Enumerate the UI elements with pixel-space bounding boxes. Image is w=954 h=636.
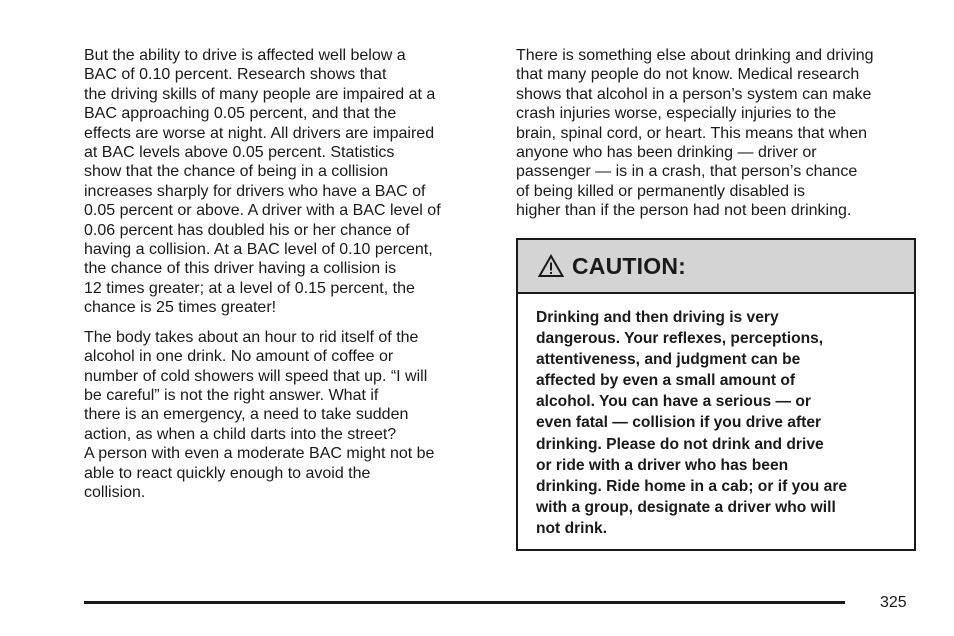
text-line: there is an emergency, a need to take sudden — [84, 406, 409, 424]
caution-line: drinking. Please do not drink and drive — [536, 435, 824, 453]
caution-line: Drinking and then driving is very — [536, 309, 779, 326]
text-line: shows that alcohol in a person’s system can make — [516, 85, 872, 103]
caution-line: attentiveness, and judgment can be — [536, 351, 801, 369]
caution-line: or ride with a driver who has been — [536, 456, 789, 474]
right-column — [516, 46, 920, 231]
caution-line: affected by even a small amount of — [536, 372, 796, 390]
caution-header — [518, 240, 914, 294]
text-line: But the ability to drive is affected well below a — [84, 47, 406, 64]
text-line: the driving skills of many people are impaired at a — [84, 85, 436, 103]
caution-box — [516, 238, 916, 551]
text-line: higher than if the person had not been drinking. — [516, 202, 852, 220]
caution-line: with a group, designate a driver who will — [536, 498, 836, 516]
paragraph-crash-injuries — [516, 46, 920, 221]
caution-line: not drink. — [536, 519, 608, 537]
caution-line: even fatal — collision if you drive after — [536, 414, 822, 432]
text-line: crash injuries worse, especially injuries to the — [516, 105, 837, 123]
paragraph-bac-impairment — [84, 46, 494, 318]
caution-line: dangerous. Your reflexes, perceptions, — [536, 330, 824, 348]
text-line: 0.05 percent or above. A driver with a BAC level of — [84, 202, 441, 220]
text-line: the chance of this driver having a collision is — [84, 260, 397, 278]
text-line: of being killed or permanently disabled is — [516, 182, 806, 200]
text-line: There is something else about drinking and driving — [516, 47, 874, 64]
text-line: chance is 25 times greater! — [84, 299, 277, 317]
text-line: able to react quickly enough to avoid the — [84, 464, 371, 482]
caution-title: CAUTION: — [572, 252, 687, 279]
text-line: show that the chance of being in a collision — [84, 163, 389, 181]
text-line: number of cold showers will speed that up. “I will — [84, 367, 428, 385]
text-line: passenger — is in a crash, that person’s chance — [516, 163, 858, 181]
caution-text — [518, 294, 914, 539]
caution-line: alcohol. You can have a serious — or — [536, 393, 811, 411]
left-column — [84, 46, 494, 512]
text-line: brain, spinal cord, or heart. This means that when — [516, 124, 867, 142]
text-line: that many people do not know. Medical research — [516, 66, 860, 84]
text-line: 12 times greater; at a level of 0.15 percent, the — [84, 279, 415, 297]
caution-line: drinking. Ride home in a cab; or if you are — [536, 477, 848, 495]
page-number: 325 — [880, 594, 907, 611]
text-line: having a collision. At a BAC level of 0.10 percent, — [84, 241, 433, 259]
text-line: increases sharply for drivers who have a BAC of — [84, 182, 426, 200]
text-line: BAC of 0.10 percent. Research shows that — [84, 66, 387, 84]
paragraph-alcohol-elimination — [84, 328, 494, 503]
text-line: at BAC levels above 0.05 percent. Statistics — [84, 144, 395, 162]
text-line: effects are worse at night. All drivers are impaired — [84, 124, 435, 142]
warning-triangle-icon — [538, 254, 564, 278]
text-line: The body takes about an hour to rid itself of the — [84, 328, 419, 346]
text-line: action, as when a child darts into the street? — [84, 425, 397, 443]
text-line: alcohol in one drink. No amount of coffee or — [84, 348, 394, 366]
text-line: be careful” is not the right answer. What if — [84, 386, 379, 404]
text-line: 0.06 percent has doubled his or her chance of — [84, 221, 410, 239]
text-line: BAC approaching 0.05 percent, and that the — [84, 105, 397, 123]
text-line: A person with even a moderate BAC might not be — [84, 445, 435, 463]
text-line: anyone who has been drinking — driver or — [516, 144, 817, 162]
footer-rule — [84, 601, 845, 604]
text-line: collision. — [84, 483, 146, 501]
